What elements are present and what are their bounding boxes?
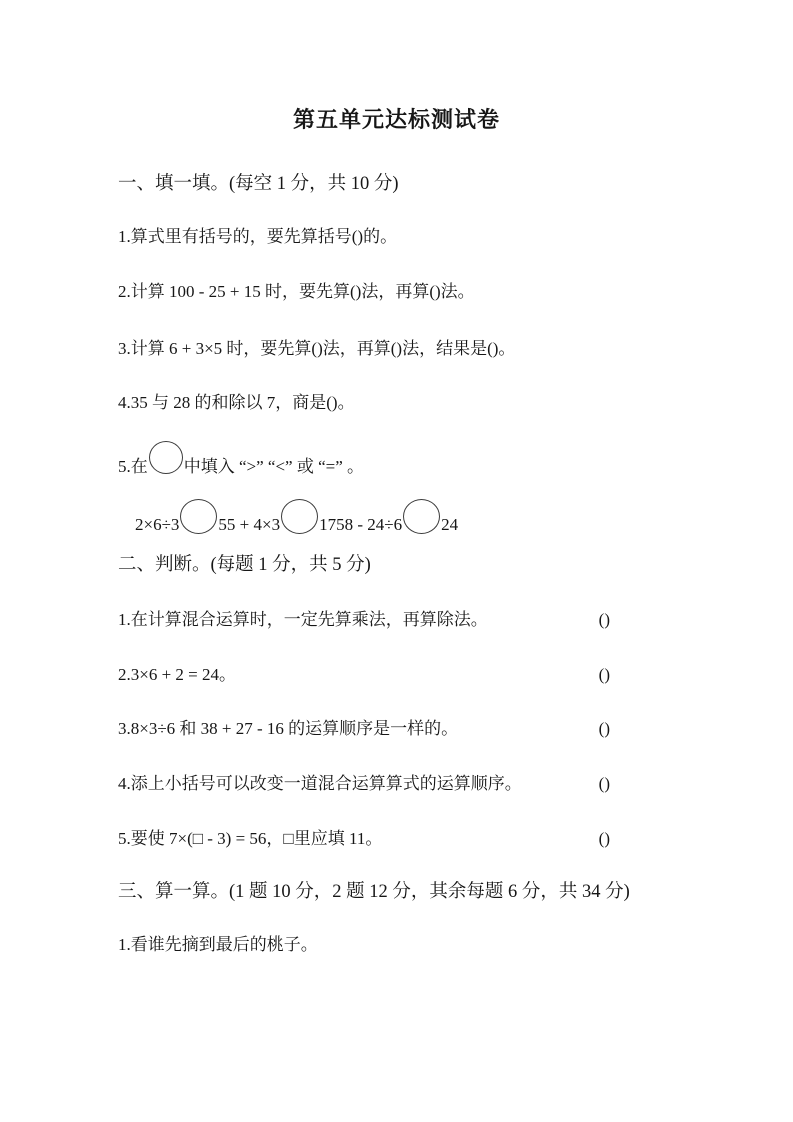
section-1-question-3: 3.计算 6 + 3×5 时，要先算()法，再算()法，结果是()。 — [118, 339, 516, 358]
compare-circle-2 — [281, 499, 318, 534]
compare-circle-1 — [180, 499, 217, 534]
judgement-row — [118, 607, 610, 633]
compare-expression-1: 2×6÷3 — [135, 515, 180, 534]
question-5-text-before: 5.在 — [118, 457, 148, 476]
judgement-text: 2.3×6 + 2 = 24。 — [118, 665, 237, 684]
section-3-heading: 三、算一算。(1 题 10 分，2 题 12 分，其余每题 6 分，共 34 分) — [118, 882, 630, 902]
judgement-mark: () — [598, 774, 610, 793]
judgement-row — [118, 662, 610, 688]
section-1-heading: 一、填一填。(每空 1 分，共 10 分) — [118, 174, 399, 194]
judgement-mark: () — [598, 610, 610, 629]
comparison-row — [135, 499, 458, 538]
question-5-text-after: 中填入 “>” “<” 或 “=” 。 — [183, 457, 365, 476]
judgement-mark: () — [598, 719, 610, 738]
fill-in-circle — [149, 441, 183, 474]
judgement-row — [118, 826, 610, 852]
section-1-question-2: 2.计算 100 - 25 + 15 时，要先算()法，再算()法。 — [118, 282, 475, 301]
section-2-heading: 二、判断。(每题 1 分，共 5 分) — [118, 555, 371, 575]
compare-expression-2: 55 + 4×3 — [218, 515, 281, 534]
section-1-question-5 — [118, 441, 364, 480]
judgement-mark: () — [598, 829, 610, 848]
judgement-row — [118, 716, 610, 742]
compare-circle-3 — [403, 499, 440, 534]
section-3-question-1: 1.看谁先摘到最后的桃子。 — [118, 935, 318, 954]
judgement-text: 1.在计算混合运算时，一定先算乘法，再算除法。 — [118, 610, 488, 629]
judgement-text: 4.添上小括号可以改变一道混合运算算式的运算顺序。 — [118, 774, 522, 793]
judgement-text: 3.8×3÷6 和 38 + 27 - 16 的运算顺序是一样的。 — [118, 719, 459, 738]
page-title: 第五单元达标测试卷 — [292, 107, 500, 132]
section-1-question-1: 1.算式里有括号的，要先算括号()的。 — [118, 227, 398, 246]
compare-expression-3: 1758 - 24÷6 — [319, 515, 403, 534]
judgement-text: 5.要使 7×(□ - 3) = 56，□里应填 11。 — [118, 829, 383, 848]
judgement-row — [118, 771, 610, 797]
judgement-mark: () — [598, 665, 610, 684]
section-1-question-4: 4.35 与 28 的和除以 7，商是()。 — [118, 393, 355, 412]
compare-expression-4: 24 — [441, 515, 459, 534]
